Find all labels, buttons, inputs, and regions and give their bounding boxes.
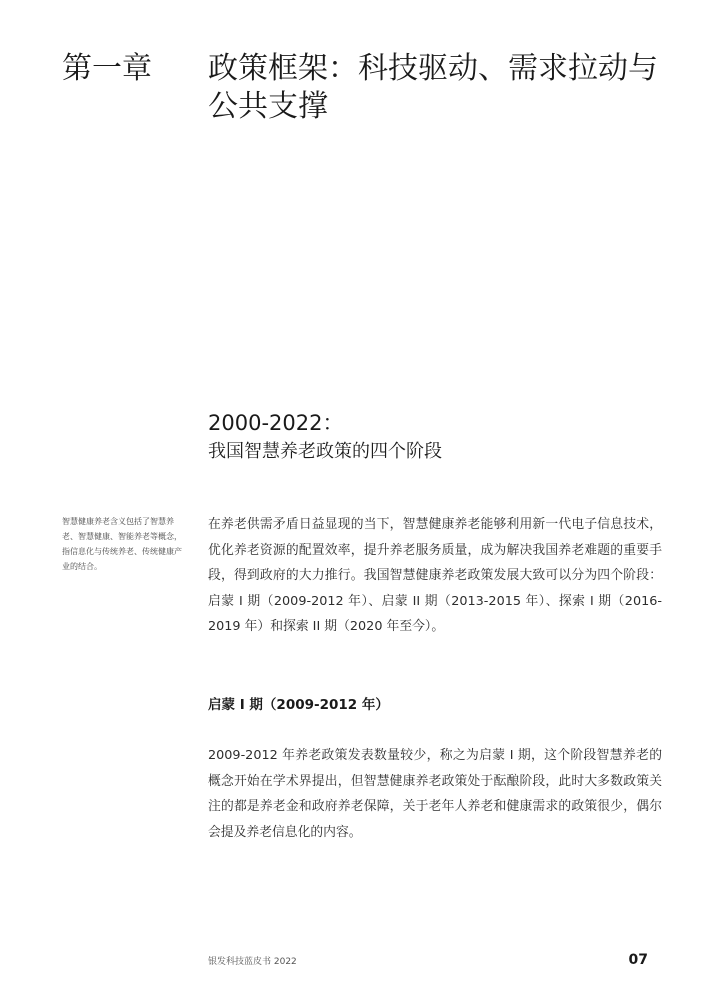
- chapter-label: 第一章: [62, 51, 152, 86]
- section-heading: [208, 410, 648, 465]
- section-heading-title: 我国智慧养老政策的四个阶段: [208, 441, 442, 462]
- phase1-paragraph: 2009-2012 年养老政策发表数量较少，称之为启蒙 I 期，这个阶段智慧养老的概念开始在学术界提出，但智慧健康养老政策处于酝酿阶段，此时大多数政策关注的都是养老金和政府养老保障，关于老年人养老和健康需求的政策很少，偶尔会提及养老信息化的内容。: [208, 748, 662, 840]
- intro-paragraph: 在养老供需矛盾日益显现的当下，智慧健康养老能够利用新一代电子信息技术，优化养老资源的配置效率，提升养老服务质量，成为解决我国养老难题的重要手段，得到政府的大力推行。我国智慧健康养老政策发展大致可以分为四个阶段：启蒙 I 期（2009-2012 年）、启蒙 II 期（2013-2015 年）、探索 I 期（2016-2019 年）和探索 II 期（2020 年至今）。: [208, 517, 662, 635]
- phase1-heading: 启蒙 I 期（2009-2012 年）: [208, 697, 389, 713]
- sidenote: 智慧健康养老含义包括了智慧养老、智慧健康、智能养老等概念，指信息化与传统养老、传统健康产业的结合。: [62, 517, 182, 571]
- chapter-title: 政策框架：科技驱动、需求拉动与公共支撑: [208, 51, 658, 124]
- footer-publication: 银发科技蓝皮书 2022: [208, 957, 297, 967]
- page-number: 07: [628, 952, 648, 968]
- section-heading-years: 2000-2022：: [208, 411, 344, 435]
